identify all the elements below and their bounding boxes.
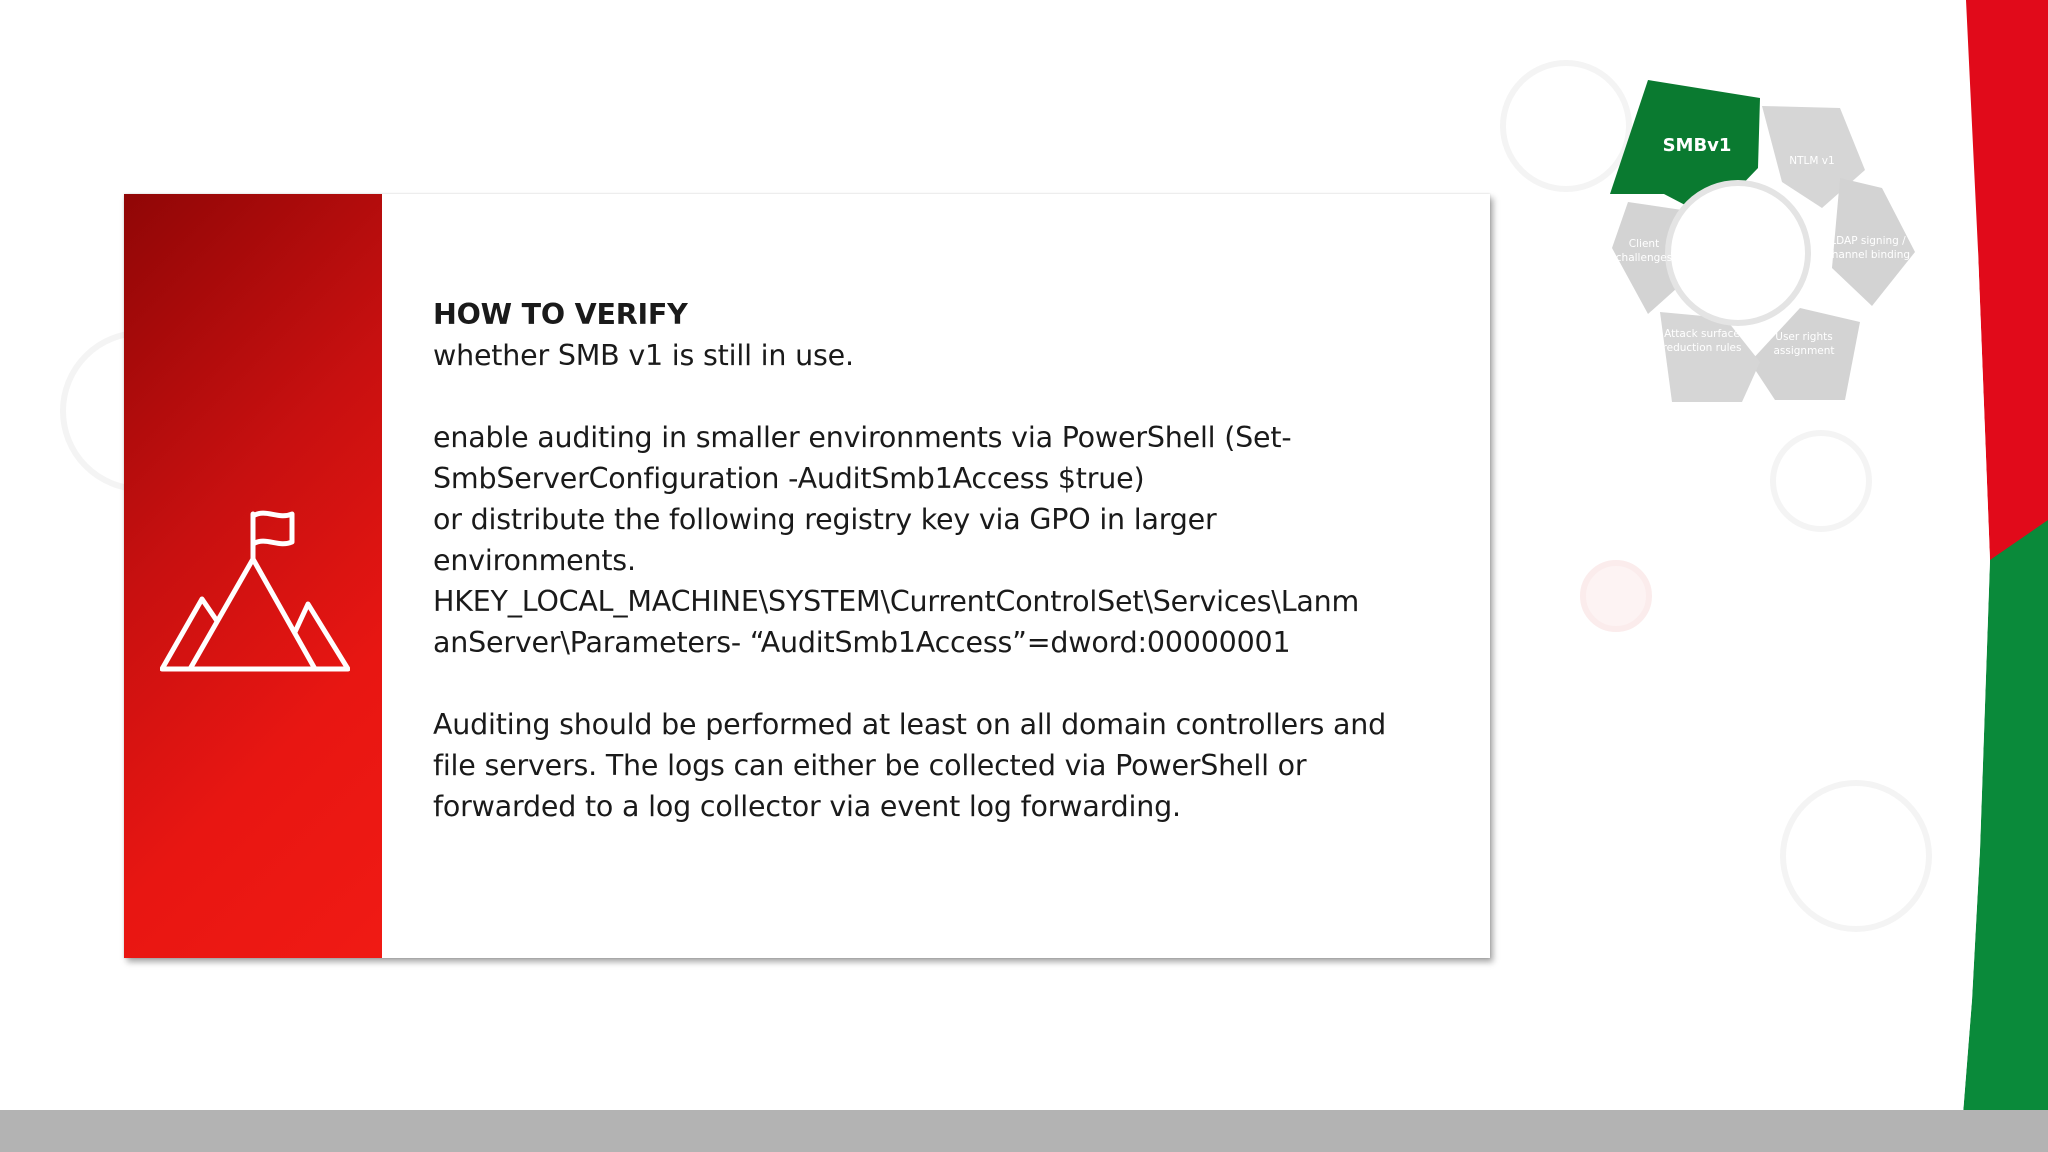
- card-side-panel: [124, 194, 382, 958]
- text-line: enable auditing in smaller environments via PowerShell (Set-: [433, 421, 1292, 454]
- text-line: SmbServerConfiguration -AuditSmb1Access $true): [433, 462, 1145, 495]
- wheel-label-user-rights-line2: assignment: [1773, 345, 1835, 357]
- topic-wheel: [1560, 70, 1920, 410]
- wheel-label-client-line2: challenges: [1615, 252, 1673, 264]
- bottom-bar: [0, 1110, 2048, 1152]
- section-heading: HOW TO VERIFY: [433, 298, 688, 331]
- text-line: file servers. The logs can either be collected via PowerShell or: [433, 749, 1307, 782]
- wheel-label-smbv1: SMBv1: [1662, 135, 1732, 156]
- registry-key-line: anServer\Parameters- “AuditSmb1Access”=dword:00000001: [433, 626, 1291, 659]
- text-line: or distribute the following registry key via GPO in larger: [433, 503, 1217, 536]
- section-subheading: whether SMB v1 is still in use.: [433, 339, 854, 372]
- wheel-label-attack-line1: Attack surface: [1664, 328, 1740, 340]
- registry-key-line: HKEY_LOCAL_MACHINE\SYSTEM\CurrentControlSet\Services\Lanm: [433, 585, 1360, 618]
- background-decoration-circle: [1580, 560, 1652, 632]
- wheel-label-ldap-line1: LDAP signing /: [1830, 235, 1906, 247]
- text-line: environments.: [433, 544, 636, 577]
- wheel-label-client-line1: Client: [1628, 238, 1660, 250]
- mountain-flag-icon: [160, 504, 350, 684]
- text-line: forwarded to a log collector via event log forwarding.: [433, 790, 1181, 823]
- paragraph-gap: [433, 376, 1443, 417]
- wheel-label-ntlm: NTLM v1: [1789, 155, 1835, 167]
- background-decoration-circle: [1780, 780, 1932, 932]
- content-card: [124, 194, 1490, 958]
- wheel-label-user-rights-line1: User rights: [1775, 331, 1833, 343]
- background-decoration-circle: [1770, 430, 1872, 532]
- paragraph-gap: [433, 663, 1443, 704]
- wheel-label-attack-line2: reduction rules: [1662, 342, 1742, 354]
- wheel-label-ldap-line2: channel binding: [1825, 249, 1911, 261]
- card-text: [433, 294, 1443, 827]
- text-line: Auditing should be performed at least on all domain controllers and: [433, 708, 1387, 741]
- side-ribbon: [1950, 0, 2048, 1152]
